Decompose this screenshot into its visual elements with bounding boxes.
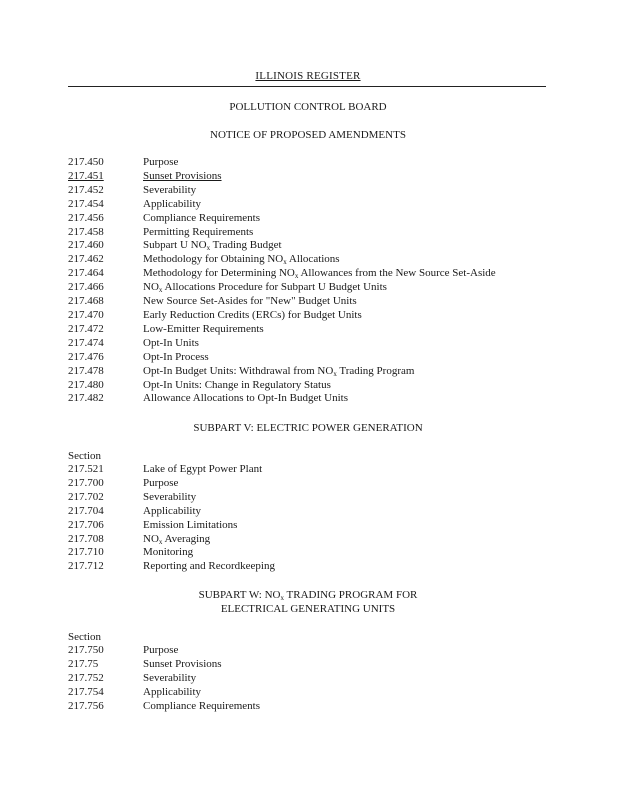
toc-entry: 217.754 Applicability [68, 685, 202, 698]
toc-entry: 217.462 Methodology for Obtaining $NO_x$ Allocations [68, 253, 340, 267]
section-label: Section [68, 631, 101, 643]
toc-entry: 217.708 $NO_x$ Averaging [68, 532, 211, 546]
notice-title: NOTICE OF PROPOSED AMENDMENTS [210, 129, 406, 141]
toc-entry-added: 217.451 Sunset Provisions [68, 169, 222, 182]
header-rule [68, 86, 546, 87]
toc-entry: 217.450 Purpose [68, 156, 179, 168]
toc-entry: 217.474 Opt-In Units [68, 336, 199, 349]
register-title: ILLINOIS REGISTER [255, 70, 361, 82]
section-label: Section [68, 450, 101, 462]
toc-entry: 217.452 Severability [68, 183, 197, 196]
toc-entry: 217.700 Purpose [68, 476, 179, 489]
toc-entry: 217.756 Compliance Requirements [68, 699, 260, 712]
toc-entry: 217.521 Lake of Egypt Power Plant [68, 463, 263, 475]
toc-entry: 217.75 Sunset Provisions [68, 657, 222, 670]
toc-entry: 217.472 Low-Emitter Requirements [68, 322, 264, 335]
toc-entry: 217.702 Severability [68, 490, 197, 503]
toc-entry: 217.454 Applicability [68, 197, 202, 210]
toc-entry: 217.480 Opt-In Units: Change in Regulatory Status [68, 378, 331, 391]
toc-entry: 217.712 Reporting and Recordkeeping [68, 560, 275, 573]
toc-entry: 217.458 Permitting Requirements [68, 225, 254, 238]
toc-entry: 217.706 Emission Limitations [68, 518, 238, 531]
toc-entry: 217.470 Early Reduction Credits (ERCs) for Budget Units [68, 308, 362, 321]
toc-entry: 217.482 Allowance Allocations to Opt-In Budget Units [68, 392, 348, 405]
toc-entry: 217.456 Compliance Requirements [68, 211, 260, 224]
agency-title: POLLUTION CONTROL BOARD [229, 101, 387, 113]
subpart-v-section-list [68, 463, 275, 574]
subpart-w-heading-line1: SUBPART W: $NO_x$ TRADING PROGRAM FOR [198, 589, 418, 602]
subpart-w-heading-line2: ELECTRICAL GENERATING UNITS [220, 603, 396, 615]
subpart-w-section-list [68, 644, 260, 714]
toc-entry: 217.476 Opt-In Process [68, 350, 209, 363]
toc-entry: 217.750 Purpose [68, 644, 179, 656]
subpart-w-heading [68, 588, 548, 616]
toc-entry: 217.466 $NO_x$ Allocations Procedure for Subpart U Budget Units [68, 281, 387, 295]
subpart-u-section-list [68, 156, 496, 406]
toc-entry: 217.752 Severability [68, 671, 197, 684]
toc-entry: 217.710 Monitoring [68, 546, 194, 559]
toc-entry: 217.460 Subpart U $NO_x$ Trading Budget [68, 239, 282, 253]
toc-entry: 217.478 Opt-In Budget Units: Withdrawal from $NO_x$ Trading Program [68, 364, 415, 378]
subpart-v-heading: SUBPART V: ELECTRIC POWER GENERATION [193, 422, 423, 434]
toc-entry: 217.704 Applicability [68, 504, 202, 517]
toc-entry: 217.468 New Source Set-Asides for "New" Budget Units [68, 295, 357, 308]
toc-entry: 217.464 Methodology for Determining $NO_x$ Allowances from the New Source Set-Aside [68, 267, 496, 281]
